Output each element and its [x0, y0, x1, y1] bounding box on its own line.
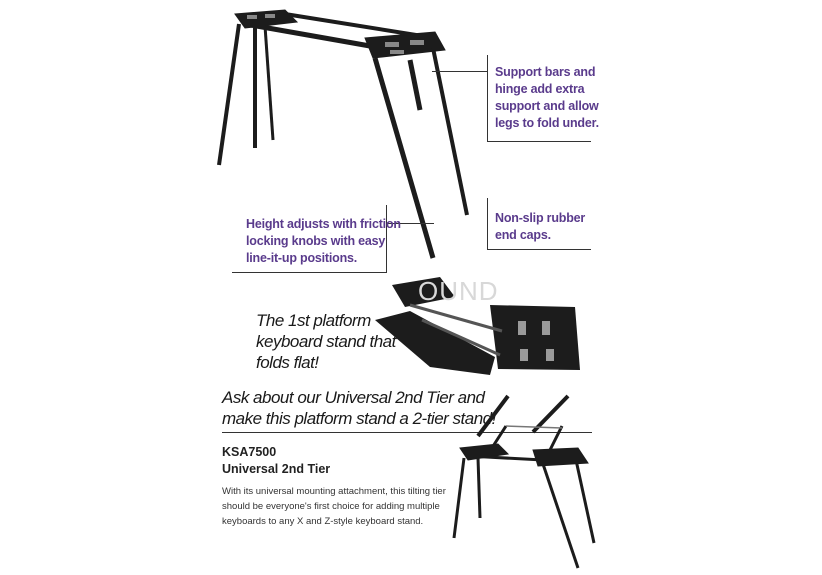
- caps-line-2: end caps.: [495, 228, 551, 242]
- caps-line-1: Non-slip rubber: [495, 211, 586, 225]
- headline-line-3: folds flat!: [256, 353, 319, 372]
- height-line-2: locking knobs with easy: [246, 234, 386, 248]
- caps-callout-text: [495, 210, 585, 244]
- height-line-1: Height adjusts with friction: [246, 217, 401, 231]
- headline-line-2: keyboard stand that: [256, 332, 396, 351]
- caps-callout-vline: [487, 198, 488, 250]
- ask-line-1: Ask about our Universal 2nd Tier and: [222, 388, 485, 407]
- height-line-3: line-it-up positions.: [246, 251, 358, 265]
- ask-line-2: make this platform stand a 2-tier stand!: [222, 409, 496, 428]
- support-line-3: support and allow: [495, 99, 599, 113]
- product-name: Universal 2nd Tier: [222, 462, 331, 476]
- height-callout-text: [246, 216, 401, 267]
- caps-callout-underline: [487, 249, 591, 250]
- headline: [256, 310, 396, 373]
- support-callout-underline: [487, 141, 591, 142]
- support-line-1: Support bars and: [495, 65, 596, 79]
- product-code: KSA7500: [222, 445, 277, 459]
- support-callout-text: [495, 64, 599, 132]
- support-line-2: hinge add extra: [495, 82, 585, 96]
- desc-line-1: With its universal mounting attachment, this tilting tier: [222, 486, 446, 497]
- height-callout-underline: [232, 272, 387, 273]
- desc-line-3: keyboards to any X and Z-style keyboard stand.: [222, 516, 424, 527]
- desc-line-2: should be everyone's first choice for adding multiple: [222, 501, 440, 512]
- headline-line-1: The 1st platform: [256, 311, 371, 330]
- support-callout-line: [432, 71, 487, 72]
- support-line-4: legs to fold under.: [495, 116, 599, 130]
- product-description: [222, 484, 446, 529]
- support-callout-vline: [487, 55, 488, 142]
- two-tier-stand-illustration: [448, 388, 598, 575]
- watermark: OUND: [418, 276, 499, 306]
